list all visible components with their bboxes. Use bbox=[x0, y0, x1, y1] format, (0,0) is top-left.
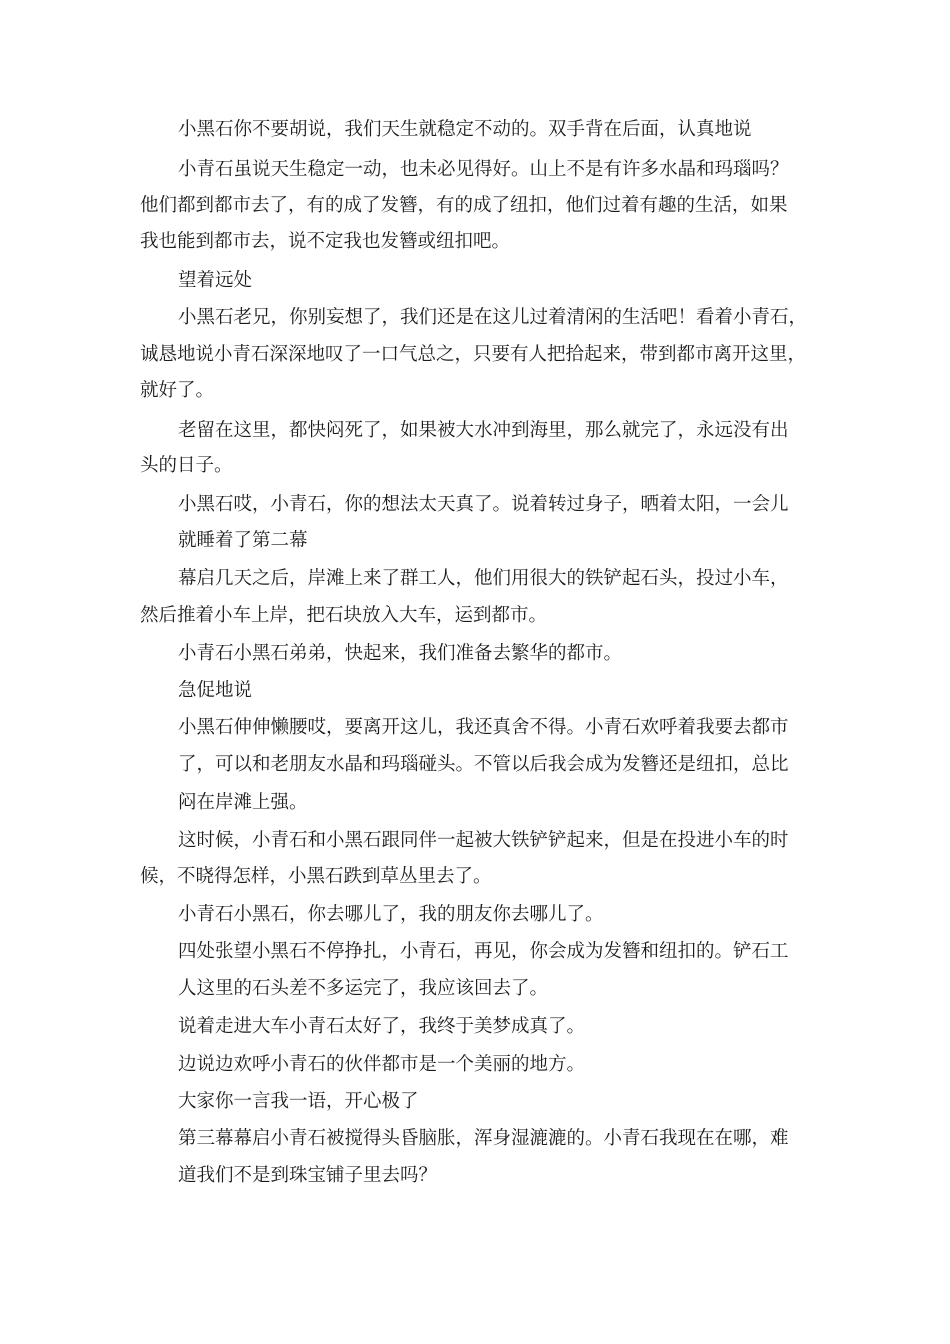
text-line: 就睡着了第二幕 bbox=[178, 530, 308, 551]
text-line: 我也能到都市去，说不定我也发簪或纽扣吧。 bbox=[140, 231, 511, 252]
text-line: 就好了。 bbox=[140, 380, 215, 401]
text-line: 小青石小黑石弟弟，快起来，我们准备去繁华的都市。 bbox=[178, 643, 623, 664]
text-line: 说着走进大车小青石太好了，我终于美梦成真了。 bbox=[178, 1016, 586, 1037]
text-line: 小青石小黑石，你去哪儿了，我的朋友你去哪儿了。 bbox=[178, 904, 604, 925]
text-line: 老留在这里，都快闷死了，如果被大水冲到海里，那么就完了，永远没有出 bbox=[178, 420, 789, 441]
text-line: 第三幕幕启小青石被搅得头昏脑胀，浑身湿漉漉的。小青石我现在在哪，难 bbox=[178, 1128, 789, 1149]
text-line: 小黑石伸伸懒腰哎，要离开这儿，我还真舍不得。小青石欢呼着我要去都市 bbox=[178, 717, 789, 738]
text-line: 边说边欢呼小青石的伙伴都市是一个美丽的地方。 bbox=[178, 1054, 586, 1075]
text-line: 然后推着小车上岸，把石块放入大车，运到都市。 bbox=[140, 605, 548, 626]
text-line: 望着远处 bbox=[178, 270, 253, 291]
text-line: 这时候，小青石和小黑石跟同伴一起被大铁铲铲起来，但是在投进小车的时 bbox=[178, 830, 789, 851]
text-line: 小黑石哎，小青石，你的想法太天真了。说着转过身子，晒着太阳，一会儿 bbox=[178, 494, 789, 515]
text-line: 幕启几天之后，岸滩上来了群工人，他们用很大的铁铲起石头，投过小车， bbox=[178, 568, 789, 589]
text-line: 小青石虽说天生稳定一动，也未必见得好。山上不是有许多水晶和玛瑙吗？ bbox=[178, 159, 789, 180]
text-line: 大家你一言我一语，开心极了 bbox=[178, 1091, 419, 1112]
text-line: 急促地说 bbox=[178, 680, 253, 701]
text-line: 小黑石老兄，你别妄想了，我们还是在这儿过着清闲的生活吧！看着小青石， bbox=[178, 307, 808, 328]
text-line: 诚恳地说小青石深深地叹了一口气总之，只要有人把拾起来，带到都市离开这里， bbox=[140, 344, 807, 365]
text-line: 小黑石你不要胡说，我们天生就稳定不动的。双手背在后面，认真地说 bbox=[178, 119, 752, 140]
text-line: 四处张望小黑石不停挣扎，小青石，再见，你会成为发簪和纽扣的。铲石工 bbox=[178, 941, 789, 962]
text-line: 道我们不是到珠宝铺子里去吗？ bbox=[178, 1165, 438, 1186]
text-line: 了，可以和老朋友水晶和玛瑙碰头。不管以后我会成为发簪还是纽扣，总比 bbox=[178, 754, 789, 775]
text-line: 人这里的石头差不多运完了，我应该回去了。 bbox=[178, 978, 549, 999]
text-line: 闷在岸滩上强。 bbox=[178, 792, 308, 813]
text-line: 候，不晓得怎样，小黑石跌到草丛里去了。 bbox=[140, 866, 492, 887]
text-line: 他们都到都市去了，有的成了发簪，有的成了纽扣，他们过着有趣的生活，如果 bbox=[140, 195, 788, 216]
text-line: 头的日子。 bbox=[140, 455, 233, 476]
